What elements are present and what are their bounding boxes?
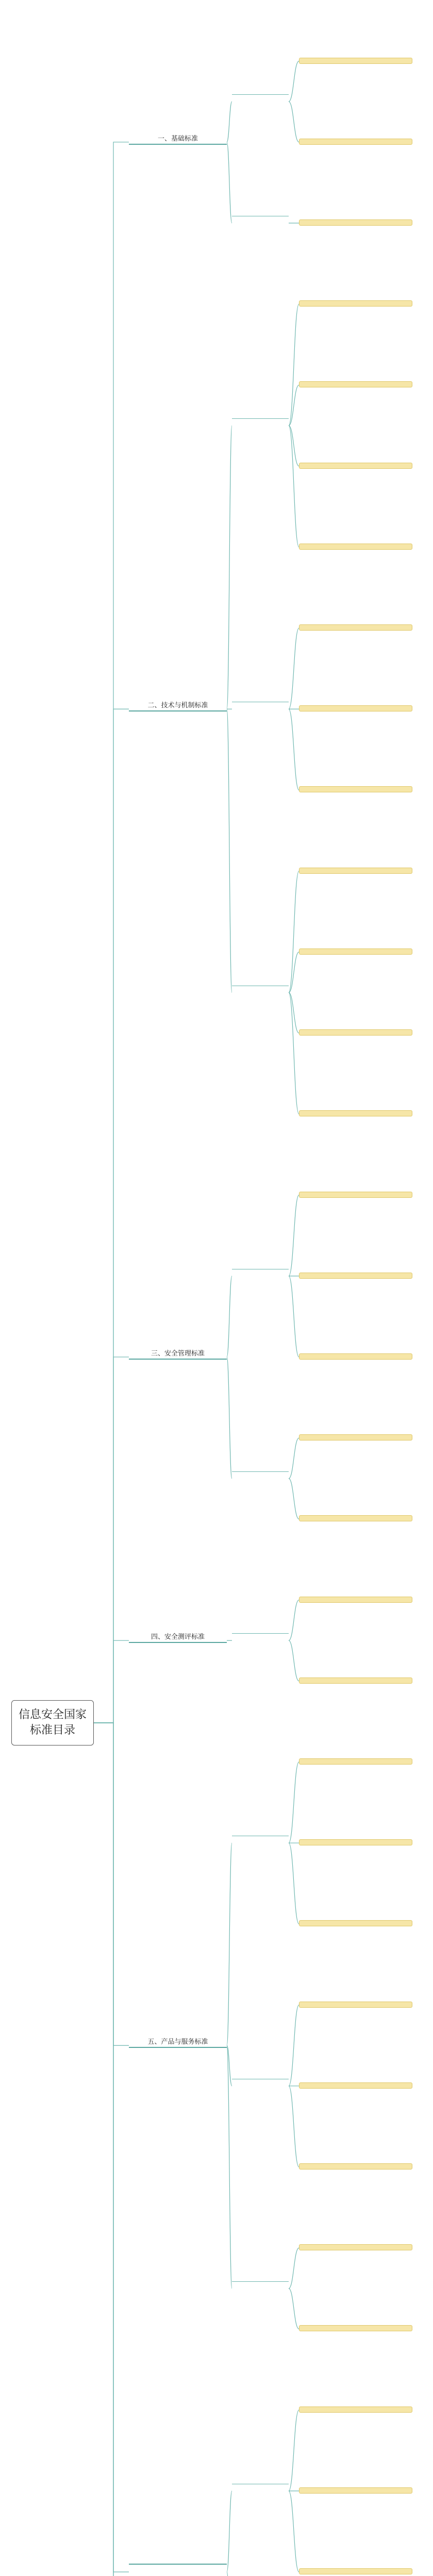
category-node: 五、产品与服务标准 xyxy=(129,2036,227,2048)
category-connector xyxy=(94,1723,129,2576)
leaf-standard-item xyxy=(299,2002,412,2008)
leaf-connector xyxy=(289,2491,299,2572)
leaf-standard-item xyxy=(299,58,412,64)
leaf-connector xyxy=(289,2289,299,2329)
category-connector xyxy=(94,709,129,1723)
leaf-standard-item xyxy=(299,300,412,307)
leaf-connector xyxy=(289,1843,299,1924)
leaf-connector xyxy=(289,2410,299,2491)
subcategory-node xyxy=(232,2281,289,2282)
category-connector xyxy=(94,1357,129,1723)
leaf-standard-item xyxy=(299,2082,412,2089)
subcategory-connector xyxy=(227,426,232,709)
leaf-connector xyxy=(289,1195,299,1276)
leaf-connector xyxy=(289,2248,299,2289)
leaf-connector xyxy=(289,952,299,993)
category-connector xyxy=(94,1723,129,2045)
leaf-connector xyxy=(289,709,299,790)
leaf-standard-item xyxy=(299,1515,412,1521)
leaf-connector xyxy=(289,2005,299,2086)
leaf-connector xyxy=(289,385,299,426)
leaf-connector xyxy=(289,1640,299,1681)
leaf-standard-item xyxy=(299,2325,412,2331)
leaf-standard-item xyxy=(299,1839,412,1845)
category-node xyxy=(129,2563,227,2565)
subcategory-node xyxy=(232,418,289,419)
leaf-connector xyxy=(289,628,299,709)
leaf-standard-item xyxy=(299,139,412,145)
subcategory-node xyxy=(232,1633,289,1634)
category-node: 一、基础标准 xyxy=(129,133,227,145)
leaf-connector xyxy=(289,1479,299,1519)
leaf-standard-item xyxy=(299,868,412,874)
leaf-connector xyxy=(289,426,299,466)
subcategory-node xyxy=(232,1471,289,1472)
leaf-connector xyxy=(289,101,299,142)
category-connector xyxy=(94,1723,129,2576)
leaf-standard-item xyxy=(299,1353,412,1360)
leaf-connector xyxy=(289,61,299,102)
leaf-standard-item xyxy=(299,2487,412,2494)
leaf-connector xyxy=(289,993,299,1033)
root-node: 信息安全国家标准目录 xyxy=(11,1700,94,1745)
subcategory-connector xyxy=(227,2045,232,2289)
leaf-standard-item xyxy=(299,2406,412,2413)
leaf-standard-item xyxy=(299,381,412,387)
leaf-standard-item xyxy=(299,1110,412,1116)
leaf-standard-item xyxy=(299,2244,412,2250)
category-connector xyxy=(94,1640,129,1723)
category-node: 三、安全管理标准 xyxy=(129,1348,227,1360)
category-connector xyxy=(94,1723,129,2576)
leaf-connector xyxy=(289,2086,299,2167)
leaf-standard-item xyxy=(299,1597,412,1603)
leaf-standard-item xyxy=(299,1029,412,1036)
subcategory-connector xyxy=(227,1357,232,1479)
leaf-standard-item xyxy=(299,1920,412,1926)
leaf-standard-item xyxy=(299,1273,412,1279)
leaf-standard-item xyxy=(299,463,412,469)
leaf-standard-item xyxy=(299,1758,412,1765)
category-node: 四、安全测评标准 xyxy=(129,1631,227,1643)
subcategory-node xyxy=(232,94,289,95)
leaf-connector xyxy=(289,1600,299,1641)
leaf-connector xyxy=(289,1438,299,1479)
leaf-standard-item xyxy=(299,219,412,226)
subcategory-connector xyxy=(227,1276,232,1357)
subcategory-connector xyxy=(227,2491,232,2572)
leaf-standard-item xyxy=(299,624,412,631)
leaf-standard-item xyxy=(299,2163,412,2170)
leaf-standard-item xyxy=(299,948,412,955)
leaf-standard-item xyxy=(299,1677,412,1684)
leaf-standard-item xyxy=(299,1192,412,1198)
leaf-standard-item xyxy=(299,544,412,550)
category-connector xyxy=(94,142,129,1723)
subcategory-connector xyxy=(227,101,232,142)
leaf-standard-item xyxy=(299,1434,412,1440)
subcategory-connector xyxy=(227,1843,232,2045)
leaf-standard-item xyxy=(299,786,412,792)
leaf-connector xyxy=(289,1762,299,1843)
leaf-standard-item xyxy=(299,705,412,711)
leaf-connector xyxy=(289,1276,299,1357)
subcategory-connector xyxy=(227,142,232,223)
subcategory-connector xyxy=(227,2572,232,2576)
category-node: 二、技术与机制标准 xyxy=(129,700,227,711)
category-connector xyxy=(94,1723,129,2572)
leaf-standard-item xyxy=(299,2568,412,2574)
subcategory-connector xyxy=(227,709,232,992)
